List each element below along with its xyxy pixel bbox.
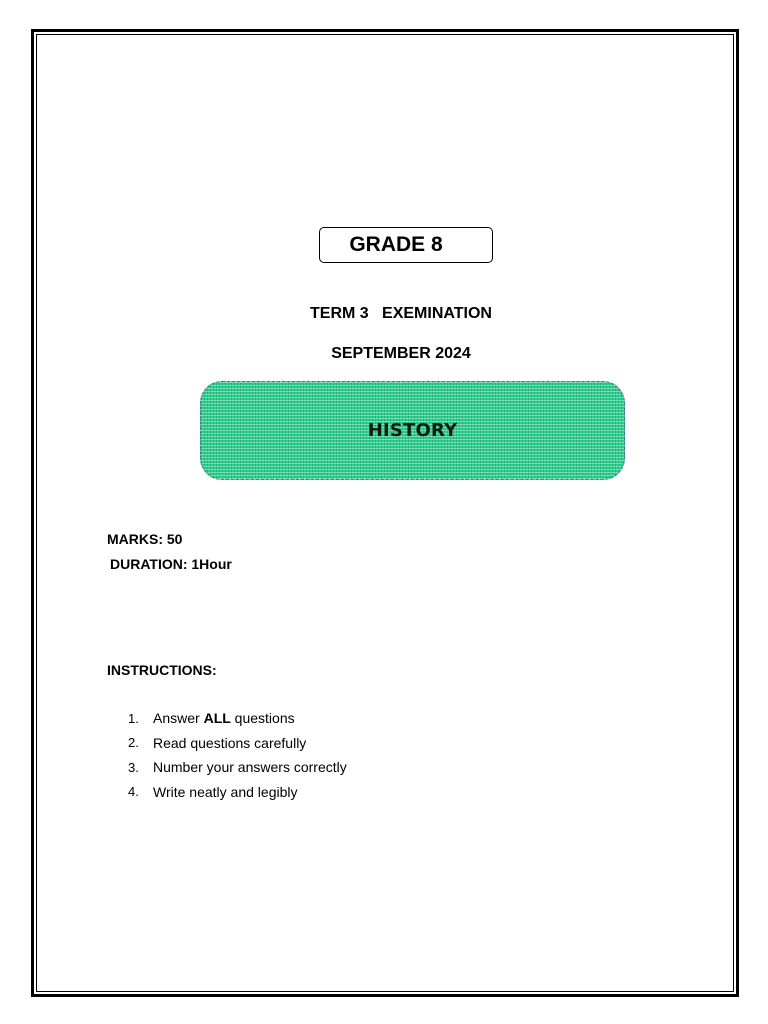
list-item-text: Write neatly and legibly: [153, 783, 298, 800]
instructions-list: [128, 706, 347, 804]
duration-label: DURATION: 1Hour: [110, 556, 232, 572]
list-item: [128, 755, 347, 780]
exam-date: SEPTEMBER 2024: [331, 345, 471, 362]
page-border-inner: [36, 34, 734, 992]
emphasis-text: ALL: [203, 710, 231, 727]
grade-box: [319, 227, 493, 263]
list-item: [128, 706, 347, 731]
term-title: TERM 3 EXEMINATION: [310, 305, 492, 322]
marks-label: MARKS: 50: [107, 531, 183, 547]
list-item: [128, 780, 347, 805]
list-item-text: Number your answers correctly: [153, 759, 347, 776]
list-item-number: 2.: [128, 735, 139, 751]
list-item-number: 3.: [128, 759, 139, 775]
list-item-number: 1.: [128, 710, 139, 726]
instructions-heading: INSTRUCTIONS:: [107, 662, 217, 678]
grade-title: GRADE 8: [349, 233, 443, 256]
list-item-text: Read questions carefully: [153, 734, 307, 751]
list-item: [128, 731, 347, 756]
list-item-number: 4.: [128, 784, 139, 800]
list-item-text: Answer ALL questions: [153, 710, 295, 727]
subject-title: HISTORY: [367, 420, 458, 441]
subject-banner: [200, 381, 625, 480]
